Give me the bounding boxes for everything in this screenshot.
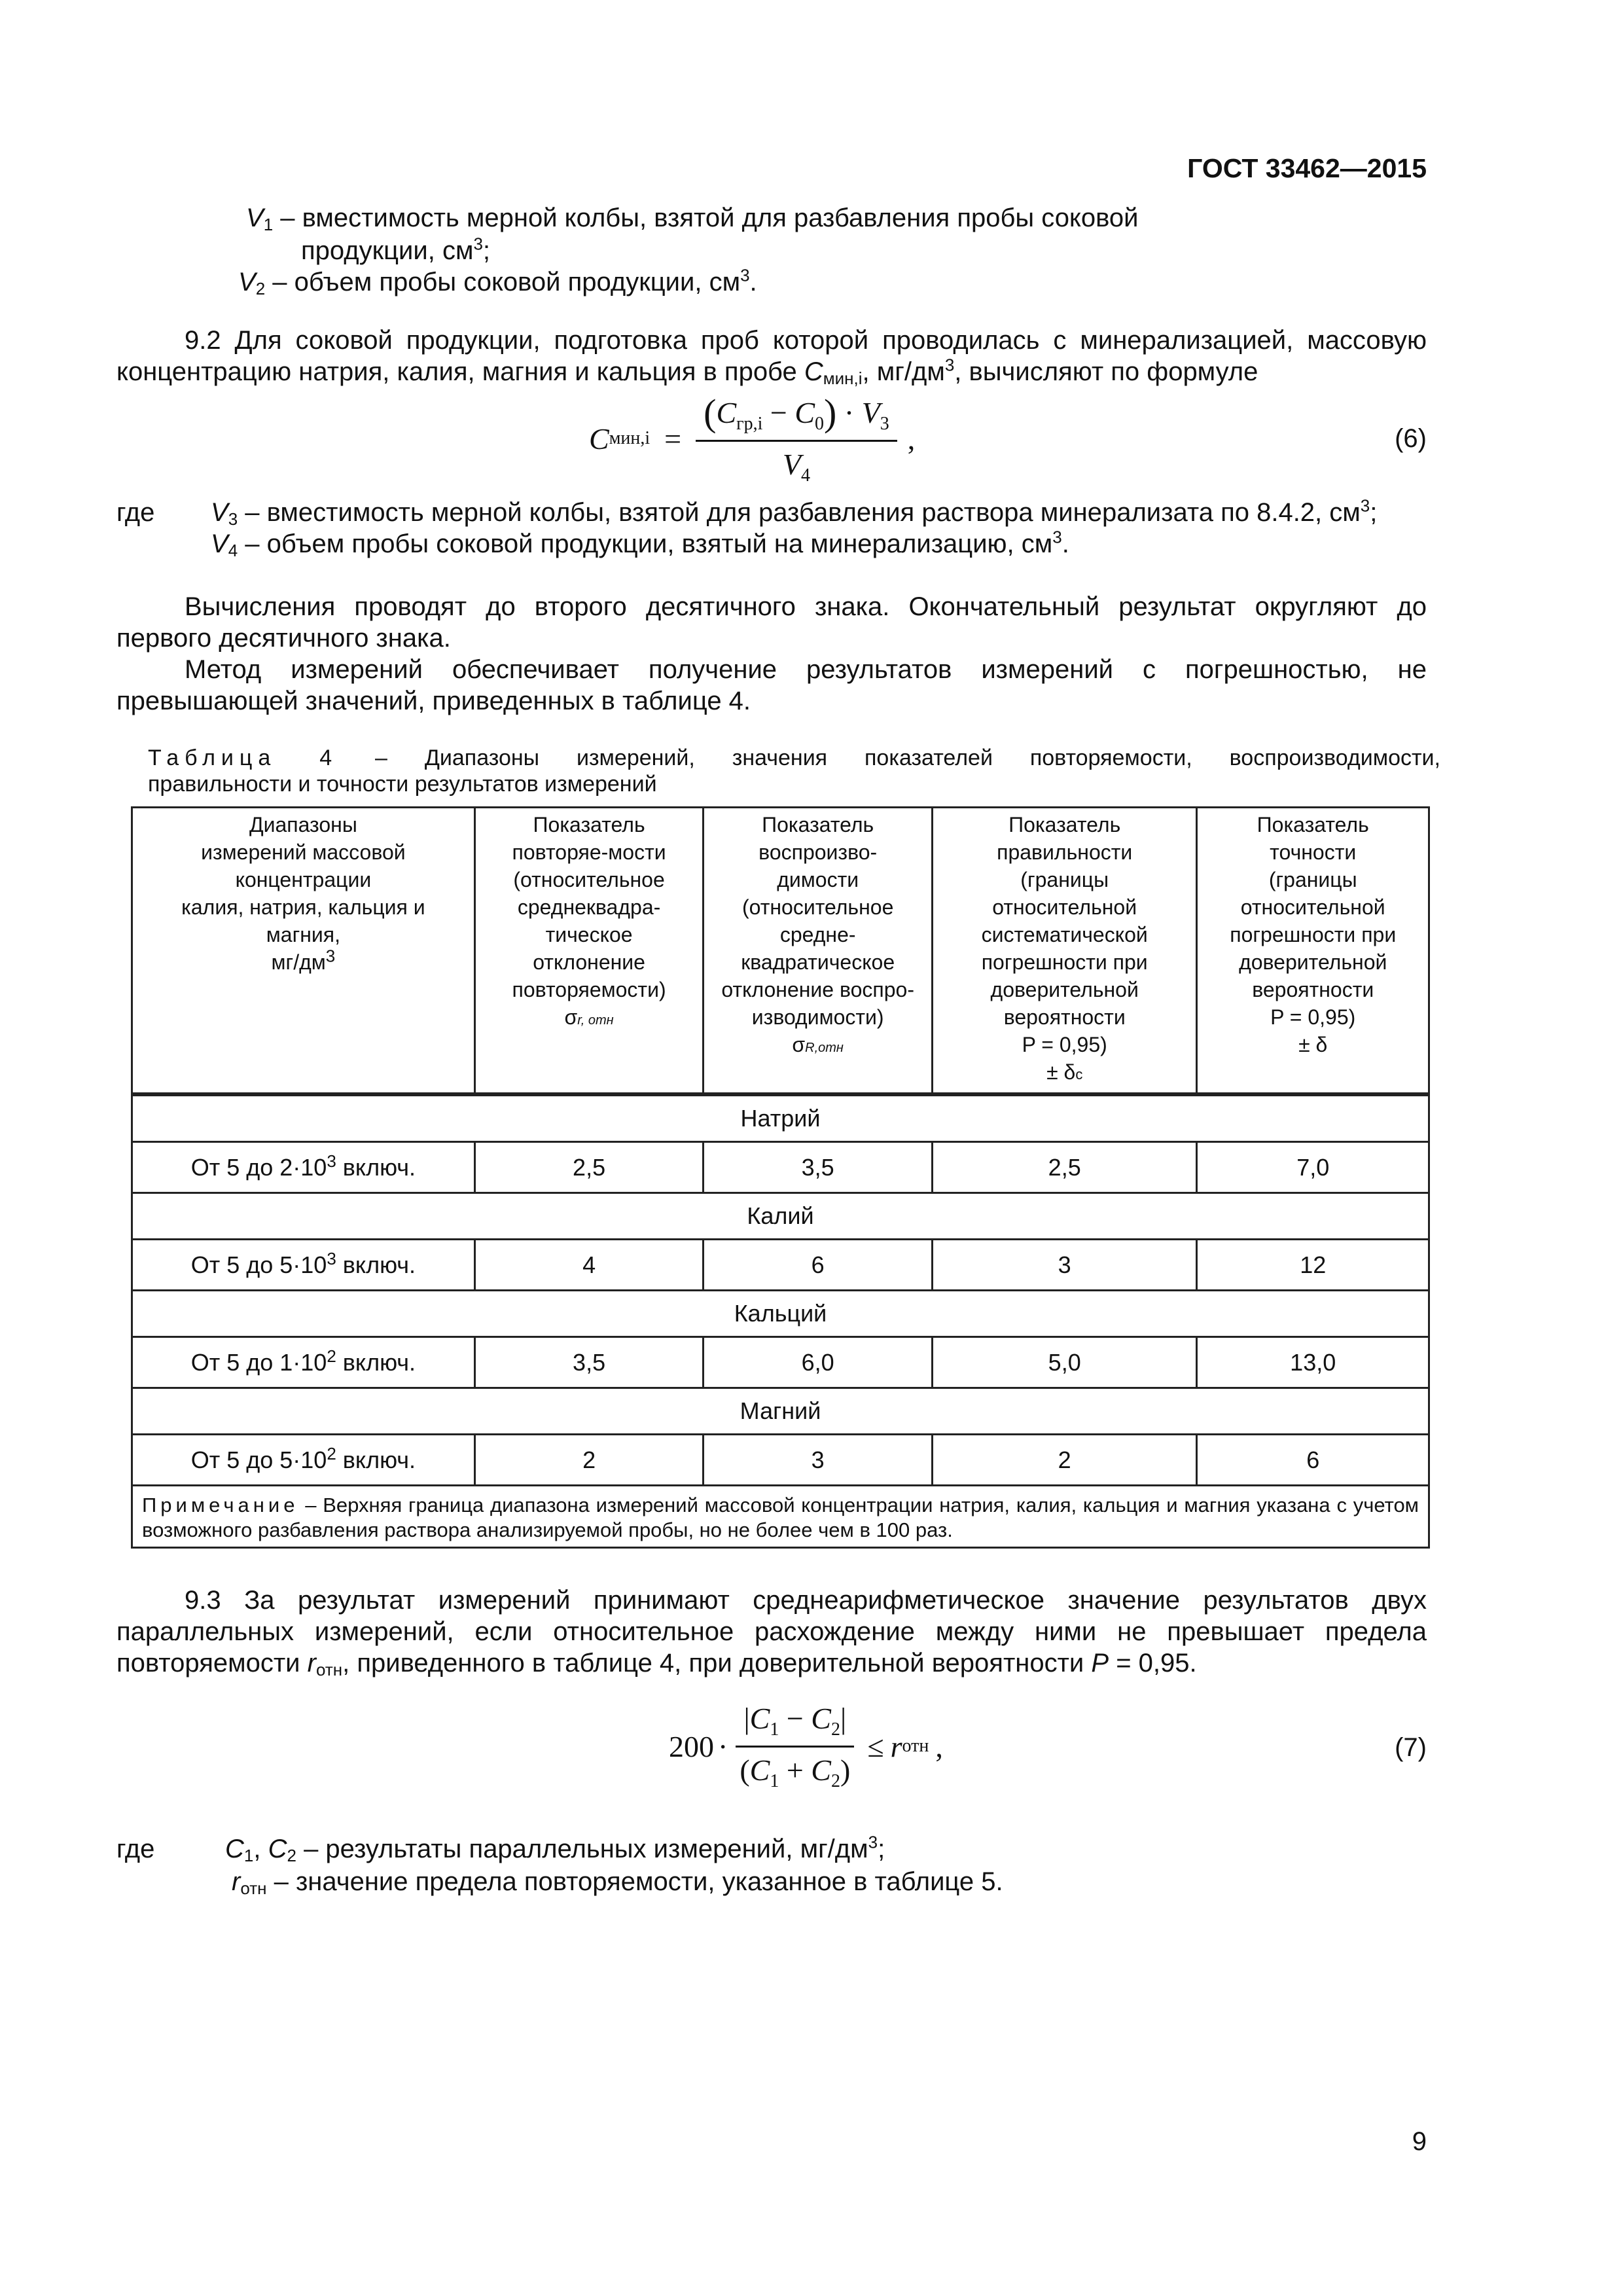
calc-line2: первого десятичного знака. — [116, 624, 451, 653]
group-name: Натрий — [132, 1094, 1429, 1142]
value-cell: 2,5 — [932, 1142, 1196, 1193]
header-reproducibility: Показатель воспроизво- димости (относительное средне- квадратическое отклонение воспро- изводимости) σR,отн — [704, 808, 933, 1095]
value-cell: 13,0 — [1197, 1337, 1429, 1388]
p92-line1: 9.2 Для соковой продукции, подготовка проб которой проводилась с минерализацией, массовую — [185, 326, 1427, 355]
range-cell: От 5 до $2\cdot 10^3$ включ. — [132, 1142, 475, 1193]
header-repeatability: Показатель повторяе-мости (относительное среднеквадра- тическое отклонение повторяемости) σr, отн — [474, 808, 704, 1095]
value-cell: 4 — [474, 1240, 704, 1291]
range-cell: От 5 до $1\cdot 10^2$ включ. — [132, 1337, 475, 1388]
value-cell: 12 — [1197, 1240, 1429, 1291]
calc-line3: Метод измерений обеспечивает получение результатов измерений с погрешностью, не — [185, 655, 1427, 684]
range-cell: От 5 до $5\cdot 10^3$ включ. — [132, 1240, 475, 1291]
table-note-row — [132, 1486, 1429, 1548]
value-cell: 2,5 — [474, 1142, 704, 1193]
group-name: Кальций — [132, 1291, 1429, 1337]
def-v2: V2 – объем пробы соковой продукции, $см^3$. — [238, 265, 757, 298]
value-cell: 6,0 — [704, 1337, 933, 1388]
group-row-potassium — [132, 1193, 1429, 1240]
def-c1-c2: C1, C2 – результаты параллельных измерений, $мг/дм^3$; — [225, 1832, 885, 1865]
def-v4: V4 – объем пробы соковой продукции, взятый на минерализацию, $см^3$. — [211, 527, 1069, 560]
p93-line2: параллельных измерений, если относительное расхождение между ними не превышает предела — [116, 1617, 1427, 1646]
value-cell: 6 — [704, 1240, 933, 1291]
def-v1: V1 – вместимость мерной колбы, взятой для разбавления пробы соковой — [246, 204, 1139, 234]
p92-line2: концентрацию натрия, калия, магния и кальция в пробе Cмин,i, $мг/дм^3$, вычисляют по формуле — [116, 355, 1258, 388]
formula-7: 200 · $\frac{|C_1 - C_2|}{(C_1 + C_2)}$ ≤ r отн , — [669, 1701, 943, 1791]
value-cell: 3 — [704, 1435, 933, 1486]
formula-6-fraction: $\frac{(C_{гр,i} - C_0) \cdot V_3}{V_4}$ — [696, 391, 897, 486]
table-caption-line2: правильности и точности результатов измерений — [148, 772, 657, 797]
p93-line3: повторяемости rотн, приведенного в таблице 4, при доверительной вероятности P = 0,95. — [116, 1649, 1197, 1679]
calc-line1: Вычисления проводят до второго десятичного знака. Окончательный результат округляют до — [185, 592, 1427, 621]
calc-line4: превышающей значений, приведенных в таблице 4. — [116, 687, 751, 715]
table-row — [132, 1142, 1429, 1193]
table-caption-line1: Таблица 4 – Диапазоны измерений, значения показателей повторяемости, воспроизводимости, — [148, 745, 1440, 770]
group-name: Магний — [132, 1388, 1429, 1435]
def-v1-cont: продукции, $см^3$; — [301, 234, 491, 265]
value-cell: 2 — [932, 1435, 1196, 1486]
table-caption — [148, 745, 1440, 797]
table-row — [132, 1240, 1429, 1291]
value-cell: 7,0 — [1197, 1142, 1429, 1193]
table-header-row — [132, 808, 1429, 1095]
formula-6-number: (6) — [1395, 424, 1427, 453]
table-row — [132, 1435, 1429, 1486]
formula-7-number: (7) — [1395, 1733, 1427, 1762]
p93-line1: 9.3 За результат измерений принимают среднеарифметическое значение результатов двух — [185, 1586, 1427, 1615]
value-cell: 6 — [1197, 1435, 1429, 1486]
page-number: 9 — [1412, 2127, 1427, 2156]
header-range: Диапазоны измерений массовой концентрации калия, натрия, кальция и магния, $мг/дм^3$ — [132, 808, 475, 1095]
document-header: ГОСТ 33462—2015 — [1187, 153, 1427, 183]
table-row — [132, 1337, 1429, 1388]
value-cell: 3,5 — [704, 1142, 933, 1193]
value-cell: 3 — [932, 1240, 1196, 1291]
value-cell: 5,0 — [932, 1337, 1196, 1388]
where-7-word: где — [116, 1835, 155, 1863]
group-row-magnesium — [132, 1388, 1429, 1435]
header-trueness: Показатель правильности (границы относительной систематической погрешности при доверительной вероятности P = 0,95) ± δc — [932, 808, 1196, 1095]
where-6-word: где — [116, 498, 155, 527]
range-cell: От 5 до $5\cdot 10^2$ включ. — [132, 1435, 475, 1486]
formula-7-fraction: $\frac{|C_1 - C_2|}{(C_1 + C_2)}$ — [732, 1701, 858, 1792]
table-4 — [131, 806, 1430, 1549]
value-cell: 2 — [474, 1435, 704, 1486]
group-row-calcium — [132, 1291, 1429, 1337]
formula-6: C мин,i = $\frac{(C_{гр,i} - C_0) \cdot V_3}{V_4}$ , — [589, 391, 916, 486]
table-note: Примечание – Верхняя граница диапазона измерений массовой концентрации натрия, калия, кальция и магния указана с учетом возможного разбавления раствора анализируемой пробы, но не более чем в 100 раз. — [132, 1486, 1429, 1548]
def-r-otn: rотн – значение предела повторяемости, указанное в таблице 5. — [232, 1867, 1003, 1898]
group-name: Калий — [132, 1193, 1429, 1240]
header-accuracy: Показатель точности (границы относительной погрешности при доверительной вероятности P = 0,95) ± δ — [1197, 808, 1429, 1095]
value-cell: 3,5 — [474, 1337, 704, 1388]
def-v3: V3 – вместимость мерной колбы, взятой для разбавления раствора минерализата по 8.4.2, $см^3$; — [211, 495, 1378, 529]
group-row-sodium — [132, 1094, 1429, 1142]
